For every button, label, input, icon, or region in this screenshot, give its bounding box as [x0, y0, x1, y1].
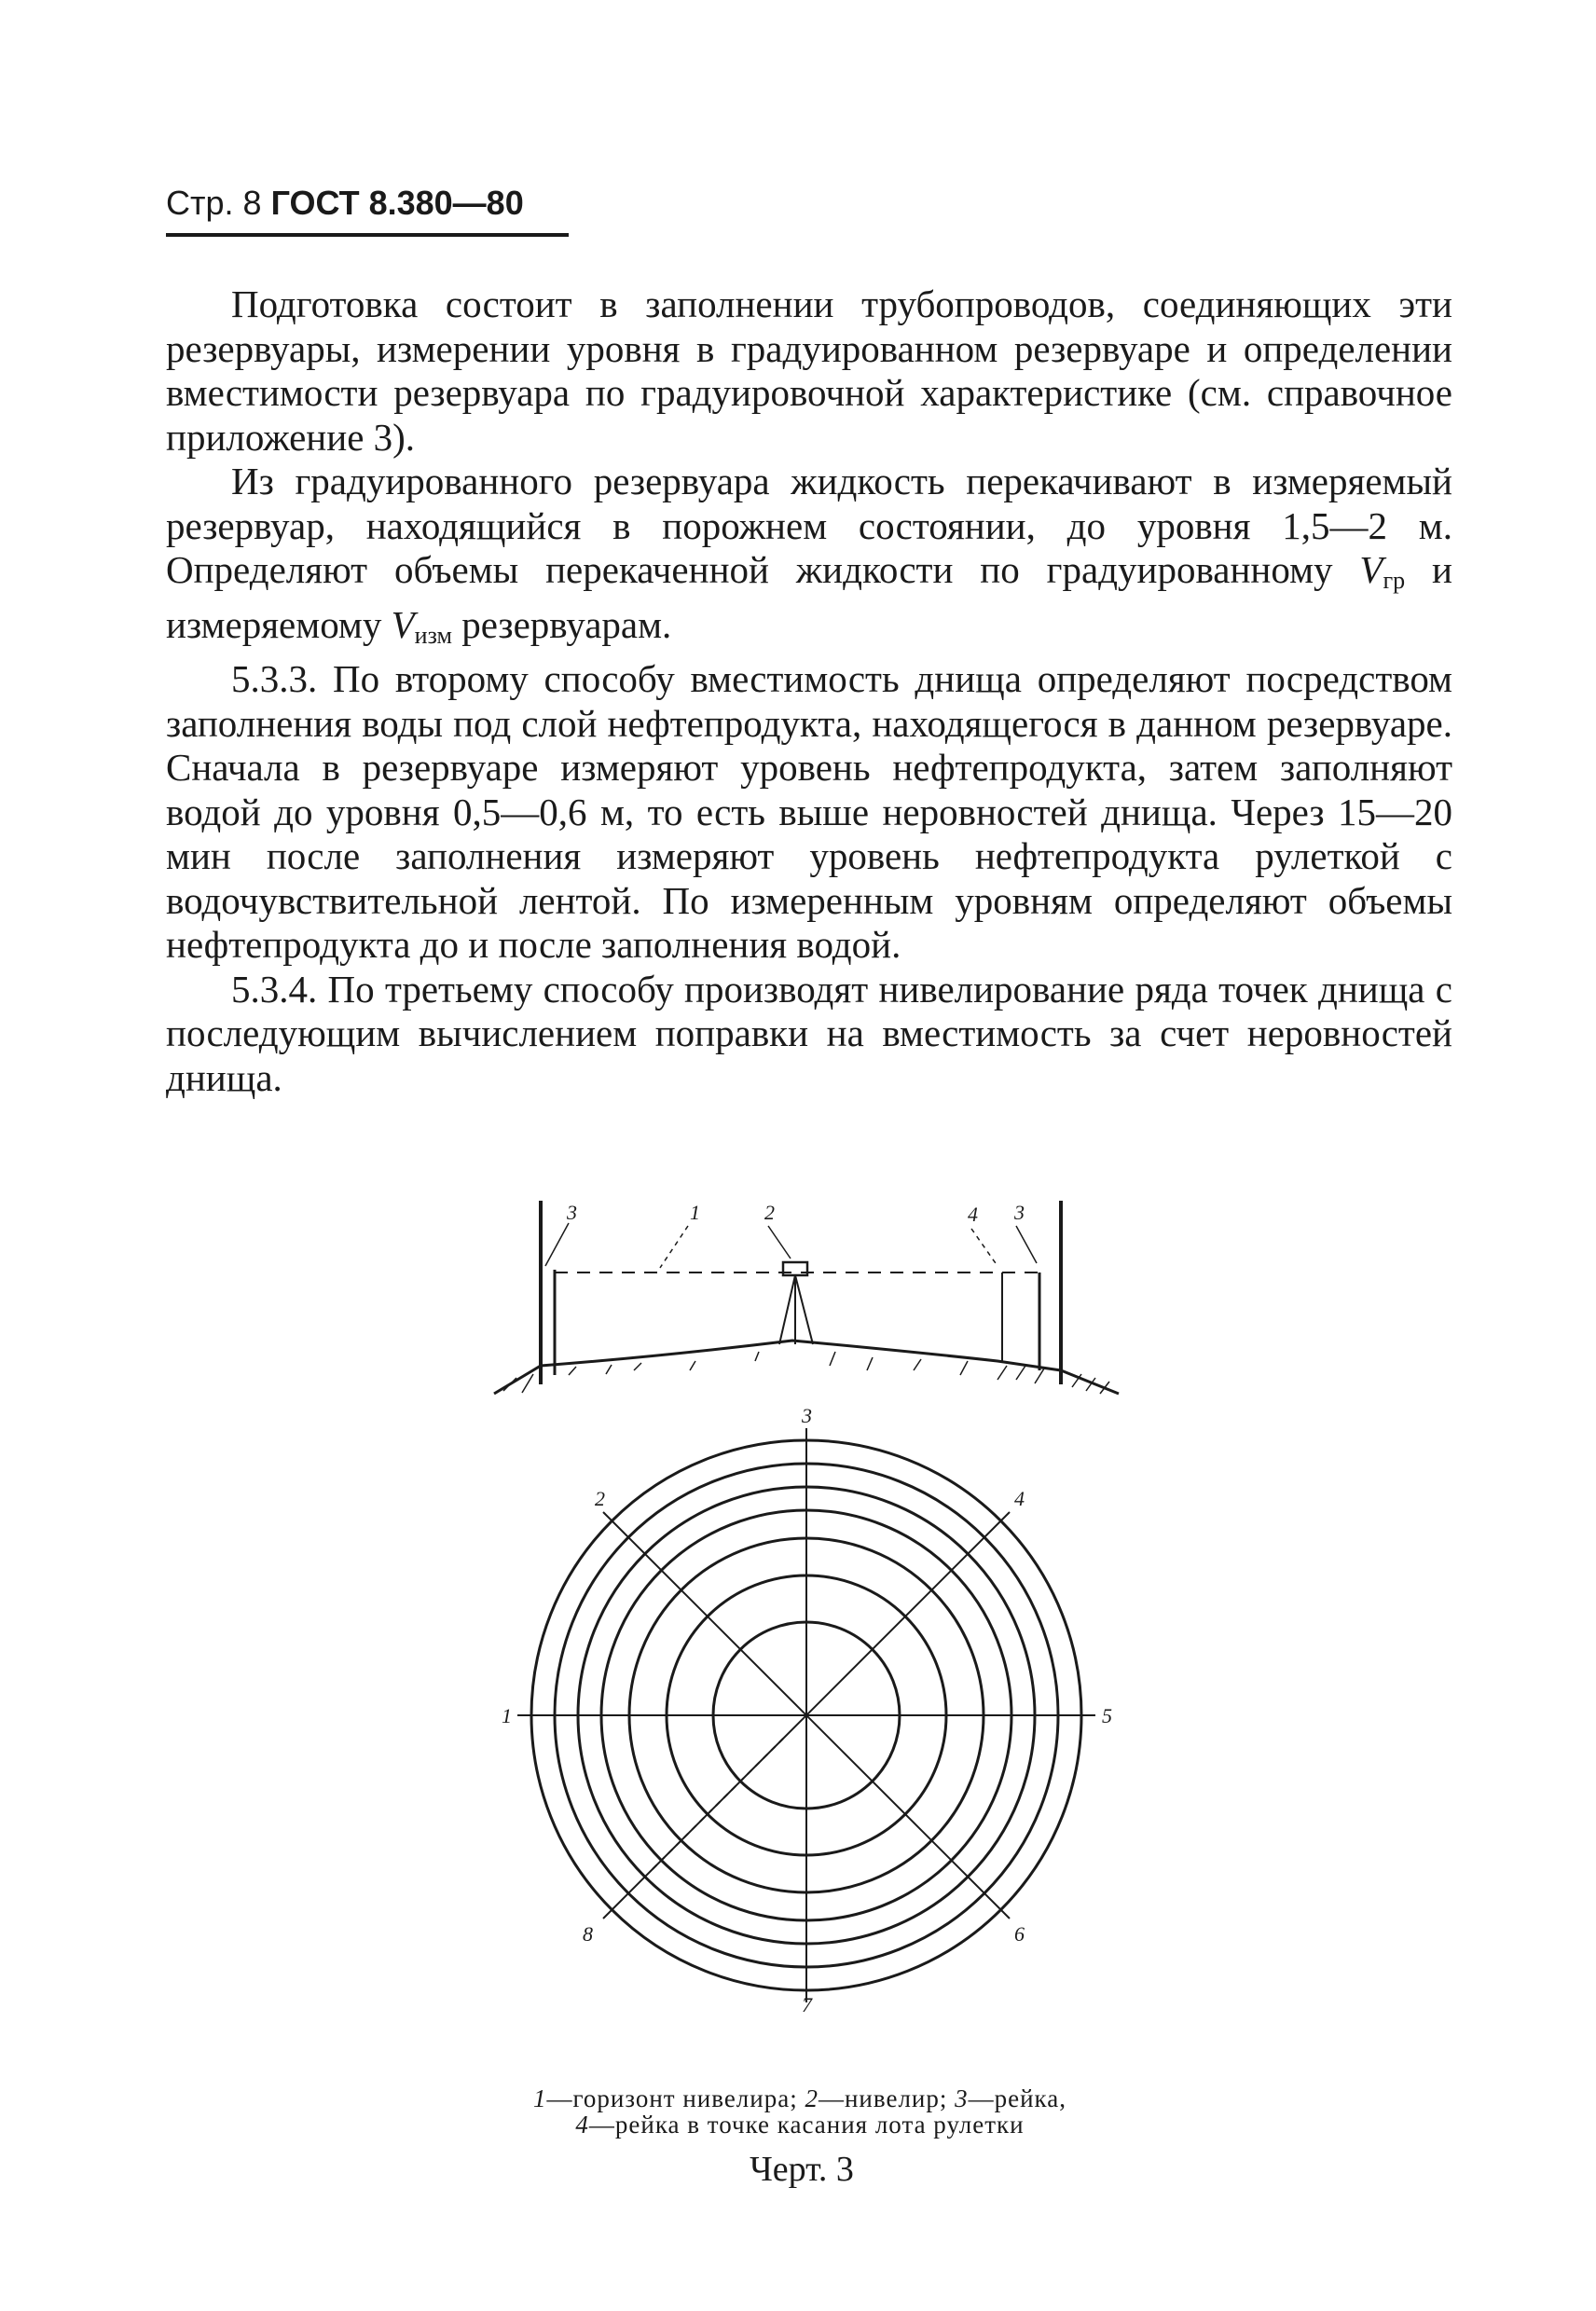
caption-text-1: —горизонт нивелира;	[546, 2084, 805, 2112]
caption-text-3: —рейка,	[968, 2084, 1067, 2112]
plan-label-4: 4	[1014, 1487, 1025, 1510]
caption-line-2	[352, 2112, 1247, 2138]
paragraph-2-text-a: Из градуированного резервуара жидкость перекачивают в измеряемый резервуар, находящийся в порожнем состоянии, до уровня 1,5—2 м. Определяют объемы перекаченной жидкости по градуированному	[166, 460, 1452, 591]
caption-text-4: —рейка в точке касания лота рулетки	[588, 2111, 1025, 2139]
paragraph-3: 5.3.3. По второму способу вместимость днища определяют посредством заполнения воды под слой нефтепродукта, находящегося в данном резервуаре. Сначала в резервуаре измеряют уровень нефтепродукта, затем заполняют водой до уровня 0,5—0,6 м, то есть выше неровностей днища. Через 15—20 мин после заполнения измеряют уровень нефтепродукта рулеткой с водочувствительной лентой. По измеренным уровням определяют объемы нефтепродукта до и после заполнения водой.	[166, 657, 1452, 966]
figure-drawing	[475, 1184, 1147, 2014]
paragraph-2	[166, 460, 1452, 657]
figure-caption	[352, 2085, 1247, 2138]
leader-4	[971, 1229, 998, 1266]
caption-num-4: 4	[575, 2111, 589, 2139]
standard-number: ГОСТ 8.380—80	[270, 184, 524, 222]
caption-line-1	[352, 2085, 1247, 2112]
volume-sub-izm: изм	[414, 621, 452, 649]
caption-num-2: 2	[805, 2084, 819, 2112]
plan-view	[517, 1428, 1095, 2002]
volume-var-gr: V	[1359, 548, 1383, 591]
volume-var-izm: V	[391, 602, 415, 646]
caption-num-3: 3	[955, 2084, 969, 2112]
caption-num-1: 1	[532, 2084, 547, 2112]
plan-label-8: 8	[583, 1922, 593, 1946]
leader-1	[660, 1226, 688, 1268]
plan-label-2: 2	[595, 1487, 605, 1510]
plan-label-5: 5	[1102, 1704, 1112, 1727]
plan-label-6: 6	[1014, 1922, 1025, 1946]
page-header	[166, 183, 569, 224]
profile-label-3-right: 3	[1014, 1201, 1025, 1224]
paragraph-2-text-b: и измеряемому	[166, 548, 1452, 646]
paragraph-4: 5.3.4. По третьему способу производят нивелирование ряда точек днища с последующим вычислением поправки на вместимость за счет неровностей днища.	[166, 967, 1452, 1099]
profile-view	[494, 1201, 1119, 1394]
header-rule	[166, 233, 569, 237]
volume-sub-gr: гр	[1383, 567, 1406, 594]
ground-hatching	[503, 1352, 1109, 1394]
plan-label-7: 7	[802, 1993, 812, 2014]
plan-label-3: 3	[802, 1404, 812, 1427]
plan-label-1: 1	[502, 1704, 512, 1727]
paragraph-1: Подготовка состоит в заполнении трубопроводов, соединяющих эти резервуары, измерении уровня в градуированном резервуаре и определении вместимости резервуара по градуировочной характеристике (см. справочное приложение 3).	[166, 282, 1452, 459]
caption-text-2: —нивелир;	[818, 2084, 956, 2112]
profile-label-2: 2	[764, 1201, 775, 1224]
leader-3-left	[545, 1223, 569, 1266]
figure-3	[475, 1184, 1147, 2014]
paragraph-2-text-c: резервуарам.	[451, 602, 672, 646]
leader-2	[768, 1226, 791, 1259]
leader-3-right	[1016, 1226, 1037, 1263]
profile-label-1: 1	[690, 1201, 700, 1224]
figure-title: Черт. 3	[750, 2150, 854, 2189]
profile-label-4: 4	[968, 1203, 978, 1226]
level-instrument	[779, 1262, 813, 1344]
page-number: Стр. 8	[166, 184, 262, 222]
body-text	[166, 282, 1452, 1100]
profile-label-3-left: 3	[567, 1201, 577, 1224]
